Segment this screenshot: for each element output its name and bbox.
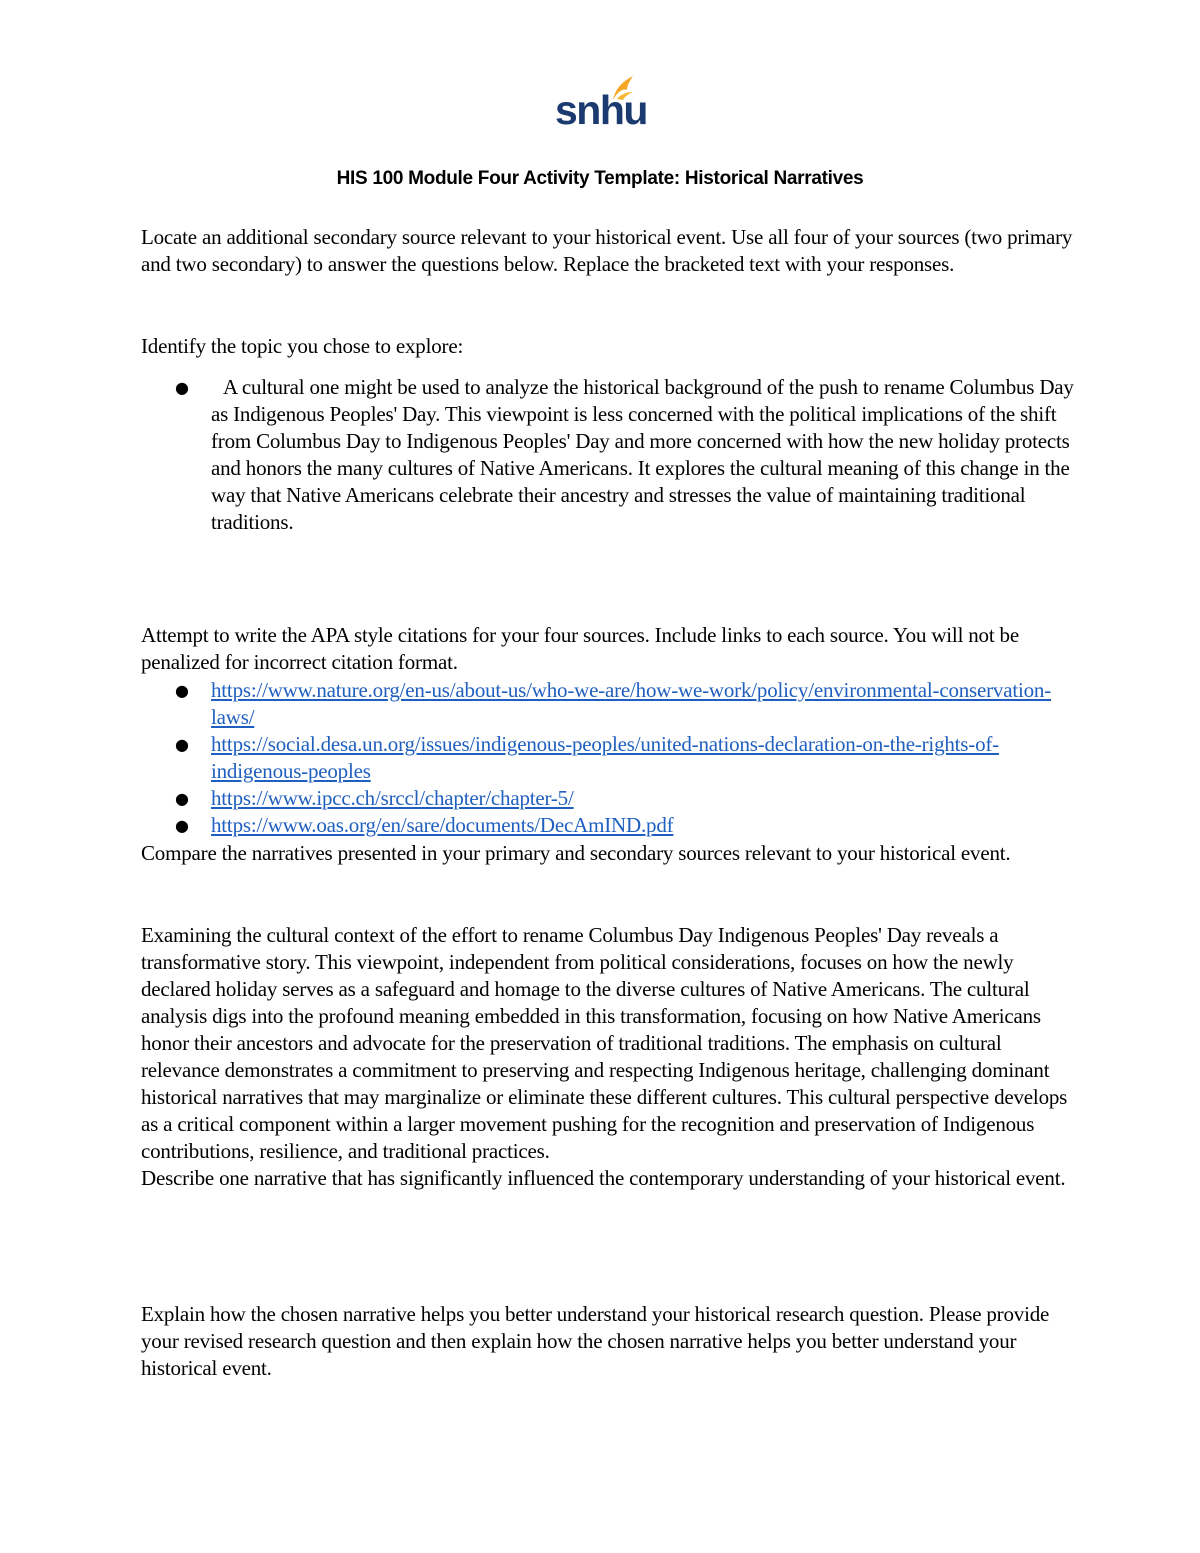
citation-link[interactable]: https://www.oas.org/en/sare/documents/DecAmIND.pdf: [211, 813, 674, 837]
topic-answer-list: [141, 374, 1081, 536]
list-item: [141, 731, 1081, 785]
explain-prompt: Explain how the chosen narrative helps you better understand your historical research question. Please provide your revised research question and then explain how the chosen narrative helps you better understand your historical event.: [141, 1302, 1050, 1380]
compare-prompt: Compare the narratives presented in your primary and secondary sources relevant to your historical event.: [141, 841, 1011, 865]
list-item: [141, 677, 1081, 731]
intro-block: [141, 224, 1081, 278]
citations-prompt-block: [141, 622, 1081, 676]
bullet-icon: ●: [175, 789, 189, 808]
bullet-icon: ●: [175, 681, 189, 700]
snhu-logo: [553, 72, 647, 134]
list-item: [141, 785, 1081, 812]
citation-link[interactable]: https://social.desa.un.org/issues/indigenous-peoples/united-nations-declaration-on-the-rights-of-indigenous-peoples: [211, 732, 999, 783]
list-item: [141, 374, 1081, 536]
compare-answer-block: [141, 922, 1081, 1192]
citations-prompt: Attempt to write the APA style citations for your four sources. Include links to each source. You will not be penalized for incorrect citation format.: [141, 623, 1019, 674]
bullet-icon: ●: [175, 816, 189, 835]
citations-list: [141, 677, 1081, 839]
compare-answer: Examining the cultural context of the effort to rename Columbus Day Indigenous Peoples' Day reveals a transformative story. This viewpoint, independent from political considerations, focuses on how the newly declared holiday serves as a safeguard and homage to the diverse cultures of Native Americans. The cultural analysis digs into the profound meaning embedded in this transformation, focusing on how Native Americans honor their ancestors and advocate for the preservation of traditional traditions. The emphasis on cultural relevance demonstrates a commitment to preserving and respecting Indigenous heritage, challenging dominant historical narratives that may marginalize or eliminate these different cultures. This cultural perspective develops as a critical component within a larger movement pushing for the recognition and preservation of Indigenous contributions, resilience, and traditional practices.: [141, 923, 1068, 1163]
describe-prompt: Describe one narrative that has significantly influenced the contemporary understanding of your historical event.: [141, 1166, 1066, 1190]
bullet-icon: ●: [175, 735, 189, 754]
bullet-icon: ●: [175, 378, 189, 397]
citation-link[interactable]: https://www.ipcc.ch/srccl/chapter/chapter-5/: [211, 786, 574, 810]
topic-prompt: Identify the topic you chose to explore:: [141, 334, 464, 358]
citation-link[interactable]: https://www.nature.org/en-us/about-us/who-we-are/how-we-work/policy/environmental-conservation-laws/: [211, 678, 1052, 729]
compare-prompt-block: [141, 840, 1081, 867]
intro-paragraph: Locate an additional secondary source relevant to your historical event. Use all four of your sources (two primary and two secondary) to answer the questions below. Replace the bracketed text with your responses.: [141, 225, 1073, 276]
topic-prompt-block: [141, 333, 1081, 360]
logo-wordmark: snhu: [555, 87, 647, 133]
topic-answer: A cultural one might be used to analyze the historical background of the push to rename Columbus Day as Indigenous Peoples' Day. This viewpoint is less concerned with the political implications of the shift from Columbus Day to Indigenous Peoples' Day and more concerned with how the new holiday protects and honors the many cultures of Native Americans. It explores the cultural meaning of this change in the way that Native Americans celebrate their ancestry and stresses the value of maintaining traditional traditions.: [211, 375, 1074, 534]
list-item: [141, 812, 1081, 839]
document-title: HIS 100 Module Four Activity Template: Historical Narratives: [336, 168, 864, 189]
explain-prompt-block: [141, 1301, 1081, 1382]
